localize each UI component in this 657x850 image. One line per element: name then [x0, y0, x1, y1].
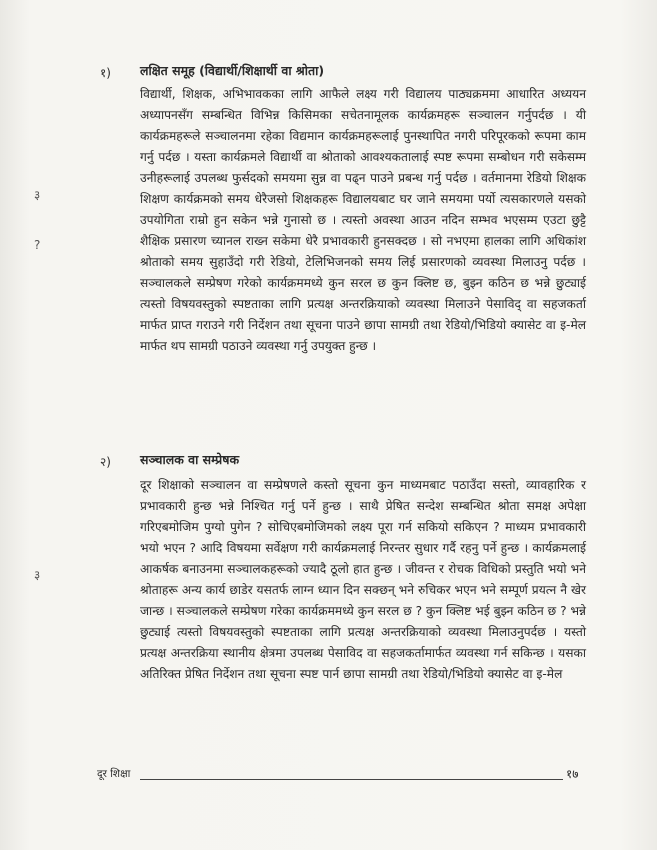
- margin-mark: ३: [34, 568, 41, 582]
- margin-mark: ३: [34, 188, 41, 202]
- section-2-body: दूर शिक्षाको सञ्चालन वा सम्प्रेषणले कस्तो सूचना कुन माध्यमबाट पठाउँदा सस्तो, व्यावहारिक र प्रभावकारी हुन्छ भन्ने निश्चित गर्नु पर्ने हुन्छ । साथै प्रेषित सन्देश सम्बन्धित श्रोता समक्ष अपेक्षा गरिएबमोजिम पुग्यो पुगेन ? सोचिएबमोजिमको लक्ष्य पूरा गर्न सकियो सकिएन ? माध्यम प्रभावकारी भयो भएन ? आदि विषयमा सर्वेक्षण गरी कार्यक्रमलाई निरन्तर सुधार गर्दै रहनु पर्ने हुन्छ । कार्यक्रमलाई आकर्षक बनाउनमा सञ्चालकहरूको ज्यादै ठूलो हात हुन्छ । जीवन्त र रोचक विधिको प्रस्तुति भयो भने श्रोताहरू अन्य कार्य छाडेर यसतर्फ लाग्न ध्यान दिन सक्छन् भने रुचिकर भएन भने सम्पूर्ण प्रयत्न नै खेर जान्छ । सञ्चालकले सम्प्रेषण गरेका कार्यक्रममध्ये कुन सरल छ ? कुन क्लिष्ट भई बुझ्न कठिन छ ? भन्ने छुट्याई त्यस्तो विषयवस्तुको स्पष्टताका लागि प्रत्यक्ष अन्तरक्रियाको व्यवस्था मिलाउनुपर्दछ । यस्तो प्रत्यक्ष अन्तरक्रिया स्थानीय क्षेत्रमा उपलब्ध पेसाविद वा सहजकर्तामार्फत व्यवस्था गर्न सकिन्छ । यसका अतिरिक्त प्रेषित निर्देशन तथा सूचना स्पष्ट पार्न छापा सामग्री तथा रेडियो/भिडियो क्यासेट वा इ-मेल: [140, 478, 586, 681]
- page-number: १७: [566, 767, 579, 781]
- section-1-title: लक्षित समूह (विद्यार्थी/शिक्षार्थी वा श्रोता): [140, 63, 325, 78]
- footer-rule: [140, 779, 563, 780]
- margin-mark: ?: [34, 238, 41, 252]
- footer-label: दूर शिक्षा: [97, 768, 131, 780]
- section-1-number: १): [100, 66, 111, 80]
- section-2-title: सञ्चालक वा सम्प्रेषक: [140, 452, 240, 467]
- section-1-body: विद्यार्थी, शिक्षक, अभिभावकका लागि आफैले लक्ष्य गरी विद्यालय पाठ्यक्रममा आधारित अध्ययन अध्यापनसँग सम्बन्धित विभिन्न किसिमका सचेतनामूलक कार्यक्रमहरू सञ्चालन गर्नुपर्दछ । यी कार्यक्रमहरूले सञ्चालनमा रहेका विद्यमान कार्यक्रमहरूलाई पुनस्थापित नगरी परिपूरकको रूपमा काम गर्नु पर्दछ । यस्ता कार्यक्रमले विद्यार्थी वा श्रोताको आवश्यकतालाई स्पष्ट रूपमा सम्बोधन गरी सकेसम्म उनीहरूलाई उपलब्ध फुर्सदको समयमा सुन्न वा पढ्न पाउने प्रबन्ध गर्नु पर्दछ । वर्तमानमा रेडियो शिक्षक शिक्षण कार्यक्रमको समय धेरैजसो शिक्षकहरू विद्यालयबाट घर जाने समयमा पर्यो त्यसकारणले यसको उपयोगिता राम्रो हुन सकेन भन्ने गुनासो छ । त्यस्तो अवस्था आउन नदिन सम्भव भएसम्म एउटा छुट्टै शैक्षिक प्रसारण च्यानल राख्न सकेमा धेरै प्रभावकारी हुनसक्दछ । सो नभएमा हालका लागि अधिकांश श्रोताको समय सुहाउँदो गरी रेडियो, टेलिभिजनको समय लिई प्रसारणको व्यवस्था मिलाउनु पर्दछ । सञ्चालकले सम्प्रेषण गरेको कार्यक्रममध्ये कुन सरल छ कुन क्लिष्ट छ, बुझ्न कठिन छ भन्ने छुट्याई त्यस्तो विषयवस्तुको स्पष्टताका लागि प्रत्यक्ष अन्तरक्रियाको व्यवस्था मिलाउने पेसाविद् वा सहजकर्ता मार्फत प्राप्त गराउने गरी निर्देशन तथा सूचना पाउने छापा सामग्री तथा रेडियो/भिडियो क्यासेट वा इ-मेल मार्फत थप सामग्री पठाउने व्यवस्था गर्नु उपयुक्त हुन्छ ।: [140, 87, 586, 353]
- section-2-number: २): [100, 455, 111, 469]
